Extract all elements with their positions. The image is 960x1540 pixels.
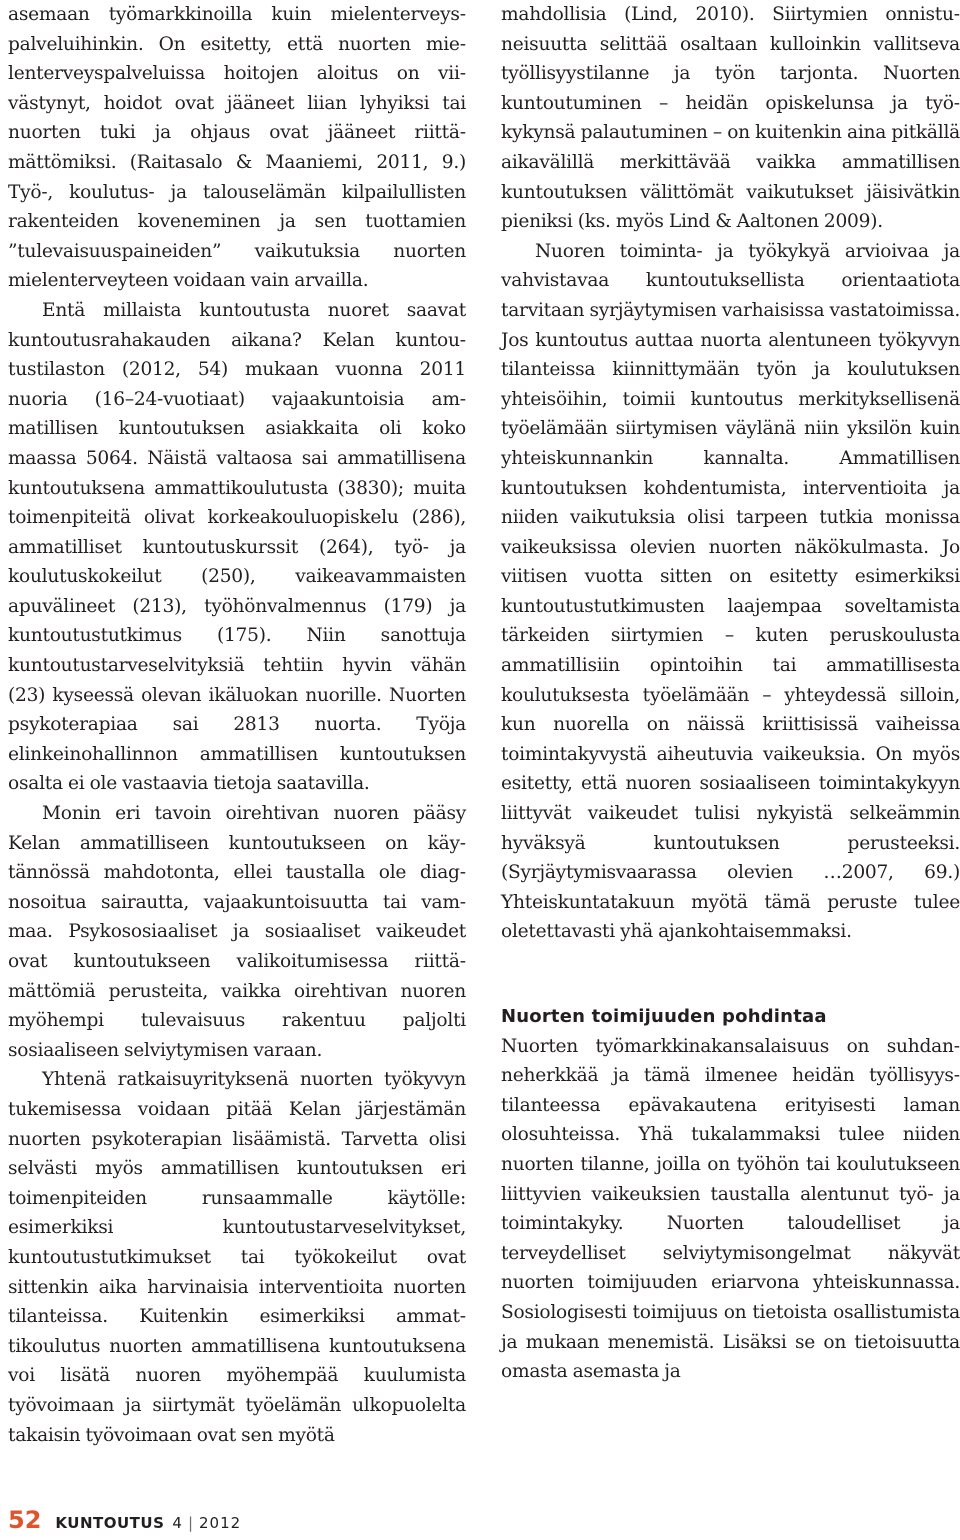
body-paragraph-2: Entä millaista kuntoutusta nuoret saavat kuntoutusrahakauden aikana? Kelan kuntoutustilaston (2012, 54) mukaan vuonna 2011 nuoria (16–24-vuotiaat) vajaakuntoisia ammatillisen kuntoutuksen asiakkaita oli koko maassa 5064. Näistä valtaosa sai ammatillisena kuntoutuksena ammattikoulutusta (3830); muita toimenpiteitä olivat korkeakouluopiskelu (286), ammatilliset kuntoutuskurssit (264), työ- ja koulutuskokeilut (250), vaikeavammaisten apuvälineet (213), työhönvalmennus (179) ja kuntoutustutkimus (175). Niin sanottuja kuntoutustarveselvityksiä tehtiin hyvin vähän (23) kyseessä olevan ikäluokan nuorille. Nuorten psykoterapiaa sai 2813 nuorta. Työja elinkeinohallinnon ammatillisen kuntoutuksen osalta ei ole vastaavia tietoja saatavilla. [8,299,466,795]
issue-number: 4 [172,1514,182,1532]
body-paragraph-4: Yhtenä ratkaisuyrityksenä nuorten työkyvyn tukemisessa voidaan pitää Kelan järjestämän nuorten psykoterapian lisäämistä. Tarvetta olisi selvästi myös ammatillisen kuntoutuksen eri toimenpiteiden runsaammalle käytölle: esimerkiksi kuntoutustarveselvitykset, kuntoutustutkimukset tai työkokeilut ovat sittenkin aika harvinaisia interventioita nuorten tilanteissa. Kuitenkin esimerkiksi ammattikoulutus nuorten ammatillisena kuntoutuksena voi lisätä nuoren myöhempää kuulumista työvoimaan ja siirtymät työelämän ulkopuolelta takaisin työvoimaan ovat sen myötä [8,1069,466,1446]
issue-year: 2012 [199,1514,242,1532]
left-column [8,0,466,1450]
body-paragraph-6: Nuoren toiminta- ja työkykyä arvioivaa ja vahvistavaa kuntoutuksellista orientaatiota tarvitaan syrjäytymisen varhaisissa vastatoimissa. Jos kuntoutus auttaa nuorta alentuneen työkyvyn tilanteissa kiinnittymään työn ja koulutuksen yhteisöihin, toimii kuntoutus merkityksellisenä työelämään siirtymisen väylänä niin yksilön kuin yhteiskunnankin kannalta. Ammatillisen kuntoutuksen kohdentumista, interventioita ja niiden vaikutuksia olisi tarpeen tutkia monissa vaikeuksissa olevien nuorten näkökulmasta. Jo viitisen vuotta sitten on esitetty esimerkiksi kuntoutustutkimusten laajempaa soveltamista tärkeiden siirtymien – kuten peruskoulusta ammatillisiin opintoihin tai ammatillisesta koulutuksesta työelämään – yhteydessä silloin, kun nuorella on näissä kriittisissä vaiheissa toimintakyvystä aiheutuvia vaikeuksia. On myös esitetty, että nuoren sosiaaliseen toimintakykyyn liittyvät vaikeudet tulisi nykyistä selkeämmin hyväksyä kuntoutuksen perusteeksi. (Syrjäytymisvaarassa olevien …2007, 69.) Yhteiskuntatakuun myötä tämä peruste tulee oletettavasti yhä ajankohtaisemmaksi. [501,240,960,943]
page-footer [8,1506,241,1540]
section-heading: Nuorten toimijuuden pohdintaa [501,1006,827,1027]
journal-name: KUNTOUTUS [55,1514,165,1532]
footer-separator: | [187,1514,193,1532]
body-paragraph-3: Monin eri tavoin oirehtivan nuoren pääsy Kelan ammatilliseen kuntoutukseen on käytännössä mahdotonta, ellei taustalla ole diagnosoitua sairautta, vajaakuntoisuutta tai vammaa. Psykososiaaliset ja sosiaaliset vaikeudet ovat kuntoutukseen valikoitumisessa riittämättömiä perusteita, vaikka oirehtivan nuoren myöhempi tulevaisuus rakentuu paljolti sosiaaliseen selviytymisen varaan. [8,803,466,1061]
body-paragraph-5: mahdollisia (Lind, 2010). Siirtymien onnistuneisuutta selittää osaltaan kulloinkin vallitseva työllisyystilanne ja työn tarjonta. Nuorten kuntoutuminen – heidän opiskelunsa ja työkykynsä palautuminen – on kuitenkin aina pitkällä aikavälillä merkittävää vaikka ammatillisen kuntoutuksen välittömät vaikutukset jäisivätkin pieniksi (ks. myös Lind & Aaltonen 2009). [501,4,960,233]
right-column [501,0,960,1387]
section-paragraph: Nuorten työmarkkinakansalaisuus on suhdanneherkkää ja tämä ilmenee heidän työllisyystilanteessa epävakautena erityisesti laman olosuhteissa. Yhä tukalammaksi tulee niiden nuorten tilanne, joilla on työhön tai koulutukseen liittyvien vaikeuksien taustalla alentunut työ- ja toimintakyky. Nuorten taloudelliset ja terveydelliset selviytymisongelmat näkyvät nuorten toimijuuden eriarvona yhteiskunnassa. Sosiologisesti toimijuus on tietoista osallistumista ja mukaan menemistä. Lisäksi se on tietoisuutta omasta asemasta ja [501,1035,960,1383]
body-paragraph-1: asemaan työmarkkinoilla kuin mielenterveyspalveluihinkin. On esitetty, että nuorten mielenterveyspalveluissa hoitojen aloitus on viivästynyt, hoidot ovat jääneet liian lyhyiksi tai nuorten tuki ja ohjaus ovat jääneet riittämättömiksi. (Raitasalo & Maaniemi, 2011, 9.) Työ-, koulutus- ja talouselämän kilpailullisten rakenteiden koveneminen ja sen tuottamien ”tulevaisuuspaineiden” vaikutuksia nuorten mielenterveyteen voidaan vain arvailla. [8,4,466,292]
page-number: 52 [8,1506,42,1534]
